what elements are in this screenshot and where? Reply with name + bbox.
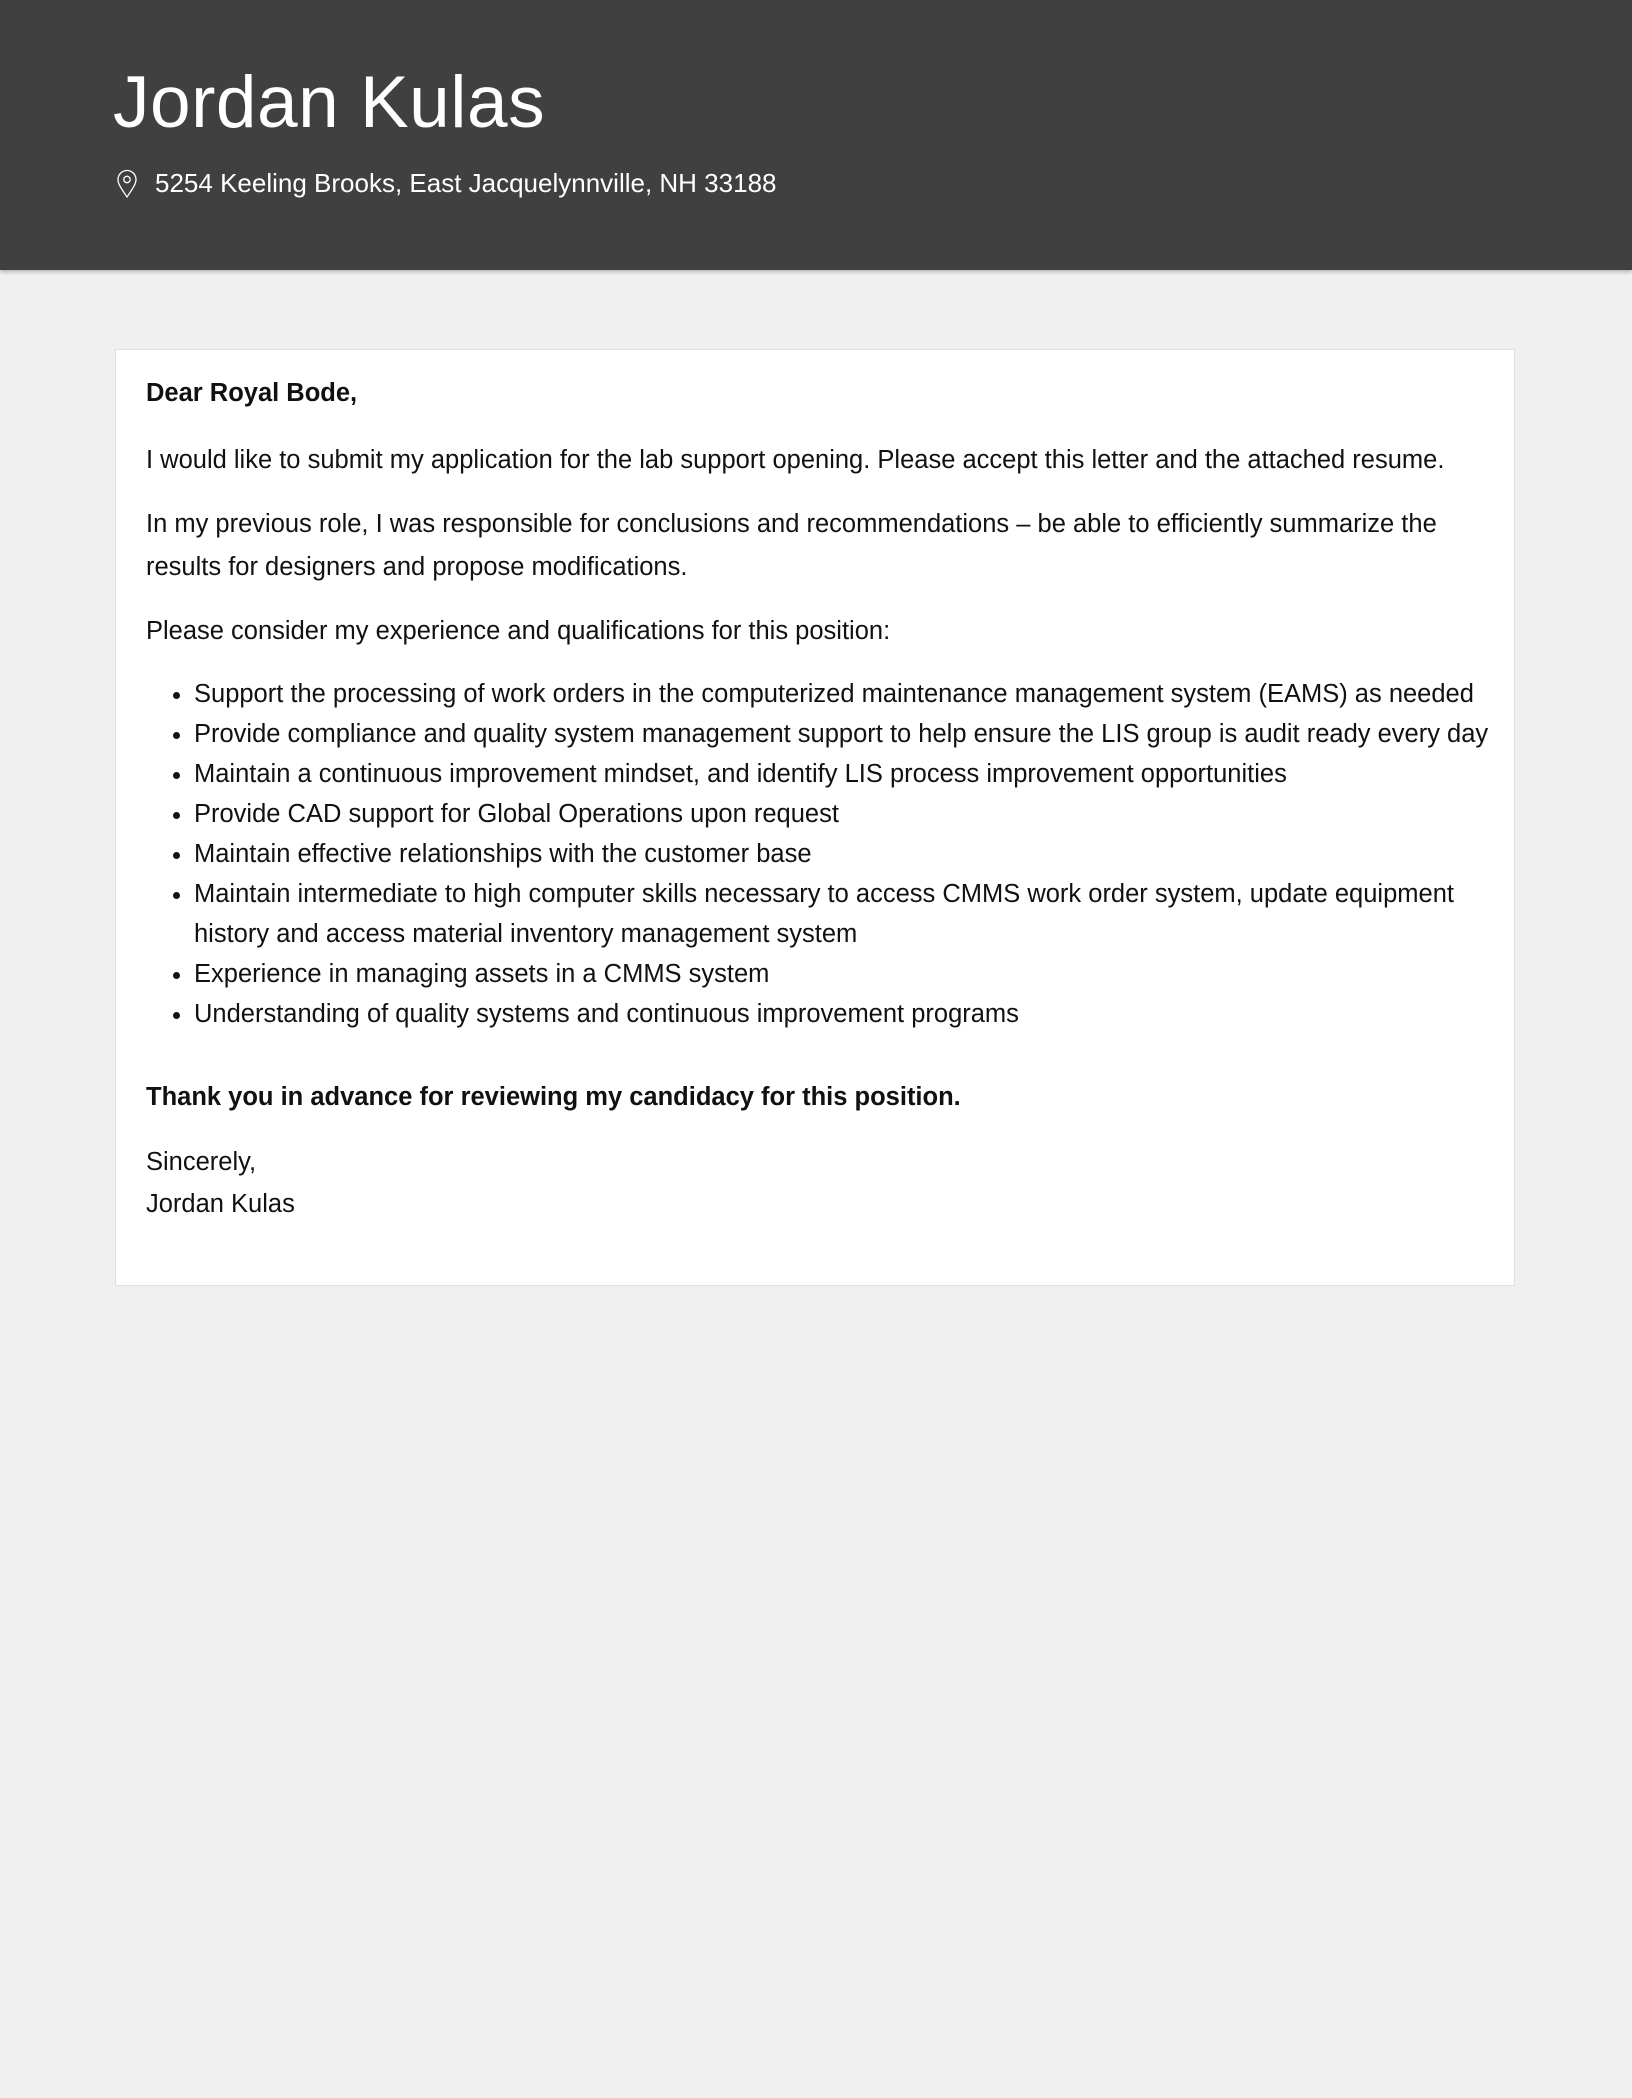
list-item: • Understanding of quality systems and continuous improvement programs	[194, 994, 1484, 1034]
address	[115, 168, 777, 199]
list-item: • Maintain effective relationships with the customer base	[194, 834, 1484, 874]
header	[0, 0, 1632, 270]
list-item: • Maintain intermediate to high computer skills necessary to access CMMS work order system, update equipment history and access material inventory management system	[194, 874, 1484, 954]
cover-letter	[115, 349, 1515, 1286]
paragraph: Please consider my experience and qualifications for this position:	[146, 617, 891, 645]
list-item: • Provide CAD support for Global Operations upon request	[194, 794, 1484, 834]
map-pin-icon	[115, 169, 139, 199]
address-text: 5254 Keeling Brooks, East Jacquelynnville, NH 33188	[155, 168, 777, 198]
greeting: Dear Royal Bode,	[146, 379, 358, 407]
paragraph: In my previous role, I was responsible for conclusions and recommendations – be able to efficiently summarize the results for designers and propose modifications.	[146, 510, 1437, 581]
paragraph: I would like to submit my application for the lab support opening. Please accept this letter and the attached resume.	[146, 446, 1445, 474]
closing: Thank you in advance for reviewing my candidacy for this position.	[146, 1083, 961, 1111]
qualifications-list	[146, 674, 1489, 1034]
applicant-name: Jordan Kulas	[113, 62, 546, 143]
signoff: Sincerely,	[146, 1148, 257, 1176]
list-item: • Experience in managing assets in a CMMS system	[194, 954, 1484, 994]
list-item: • Provide compliance and quality system management support to help ensure the LIS group is audit ready every day	[194, 714, 1484, 754]
list-item: • Maintain a continuous improvement mindset, and identify LIS process improvement opportunities	[194, 754, 1484, 794]
signature: Jordan Kulas	[146, 1190, 295, 1218]
list-item: • Support the processing of work orders in the computerized maintenance management system (EAMS) as needed	[194, 674, 1484, 714]
